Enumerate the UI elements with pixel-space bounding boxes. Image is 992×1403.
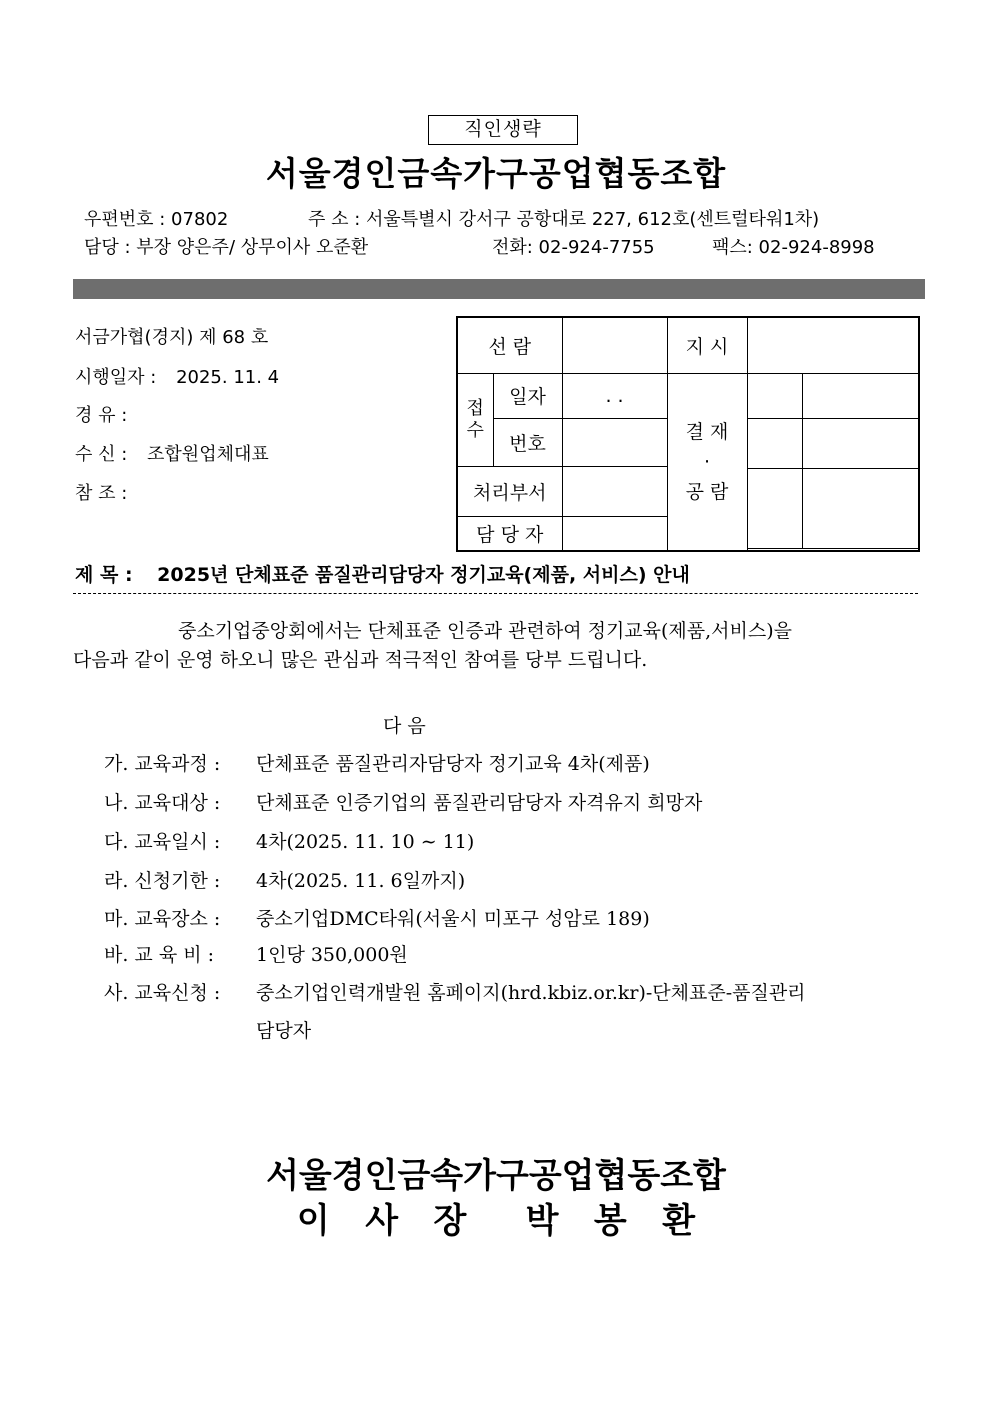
- postal-code: 우편번호 : 07802: [84, 209, 229, 230]
- subject-text: 2025년 단체표준 품질관리담당자 정기교육(제품, 서비스) 안내: [157, 564, 690, 586]
- sign-cell: [802, 418, 919, 468]
- signature-title: 이 사 장 박 봉 환: [296, 1201, 696, 1241]
- subject-dashed-divider: [73, 593, 918, 594]
- phone: 전화: 02-924-7755: [492, 237, 655, 258]
- instruct-label: 지 시: [667, 317, 747, 373]
- recipient-value: 조합원업체대표: [147, 444, 269, 465]
- receipt-date-value: . .: [562, 373, 667, 418]
- address: 주 소 : 서울특별시 강서구 공항대로 227, 612호(센트럴타워1차): [308, 209, 820, 230]
- view-label: 선 람: [457, 317, 562, 373]
- list-item: 사. 교육신청 : 중소기업인력개발원 홈페이지(hrd.kbiz.or.kr)-단체표준-품질관리: [104, 982, 806, 1004]
- document-number: 서금가협(경지) 제 68 호: [75, 327, 269, 348]
- seal-omitted-box: 직인생략: [428, 115, 578, 145]
- notice-heading: 다 음: [383, 715, 426, 737]
- list-item: 마. 교육장소 : 중소기업DMC타워(서울시 미포구 성암로 189): [104, 908, 650, 930]
- instruct-cell: [747, 317, 919, 373]
- approval-cooperate-label: [667, 373, 747, 551]
- receipt-number-value: [562, 418, 667, 466]
- reference-label: 참 조 :: [75, 483, 128, 504]
- receipt-number-label: 번호: [493, 418, 562, 466]
- separator-dot: ·: [703, 450, 711, 473]
- view-cell: [562, 317, 667, 373]
- sign-cell: [802, 468, 919, 548]
- sign-cell: [747, 373, 802, 418]
- issue-date-label: 시행일자 :: [75, 367, 157, 388]
- dept-label: 처리부서: [457, 466, 562, 516]
- list-item: 다. 교육일시 : 4차(2025. 11. 10 ∼ 11): [104, 831, 475, 853]
- contact-person: 담당 : 부장 양은주/ 상무이사 오준환: [84, 237, 369, 258]
- dept-value: [562, 466, 667, 516]
- recipient-label: 수 신 :: [75, 444, 128, 465]
- list-item: 바. 교 육 비 : 1인당 350,000원: [104, 944, 408, 966]
- body-line-2: 다음과 같이 운영 하오니 많은 관심과 적극적인 참여를 당부 드립니다.: [73, 649, 648, 671]
- sign-cell: [747, 468, 802, 548]
- via-label: 경 유 :: [75, 405, 128, 426]
- sign-cell: [747, 418, 802, 468]
- issue-date-value: 2025. 11. 4: [176, 367, 280, 388]
- person-label: 담 당 자: [457, 516, 562, 551]
- sign-cell: [802, 373, 919, 418]
- approval-table: [456, 316, 920, 552]
- body-line-1: 중소기업중앙회에서는 단체표준 인증과 관련하여 정기교육(제품,서비스)을: [178, 620, 792, 642]
- fax: 팩스: 02-924-8998: [712, 237, 875, 258]
- header-divider-bar: [73, 279, 925, 299]
- approve-label: 결 재: [685, 420, 729, 443]
- issue-date-row: [75, 363, 279, 389]
- receipt-label: 접수: [457, 373, 493, 466]
- subject-row: [75, 560, 690, 587]
- recipient-row: [75, 440, 269, 466]
- signature-org: 서울경인금속가구공업협동조합: [266, 1156, 726, 1196]
- list-item: 라. 신청기한 : 4차(2025. 11. 6일까지): [104, 870, 466, 892]
- subject-label: 제 목 :: [75, 564, 133, 586]
- person-value: [562, 516, 667, 551]
- list-item: 나. 교육대상 : 단체표준 인증기업의 품질관리담당자 자격유지 희망자: [104, 792, 703, 814]
- list-item-continuation: 담당자: [256, 1020, 312, 1042]
- receipt-date-label: 일자: [493, 373, 562, 418]
- list-item: 가. 교육과정 : 단체표준 품질관리자담당자 정기교육 4차(제품): [104, 753, 650, 775]
- cooperate-label: 공 람: [685, 480, 729, 503]
- org-title: 서울경인금속가구공업협동조합: [265, 154, 727, 193]
